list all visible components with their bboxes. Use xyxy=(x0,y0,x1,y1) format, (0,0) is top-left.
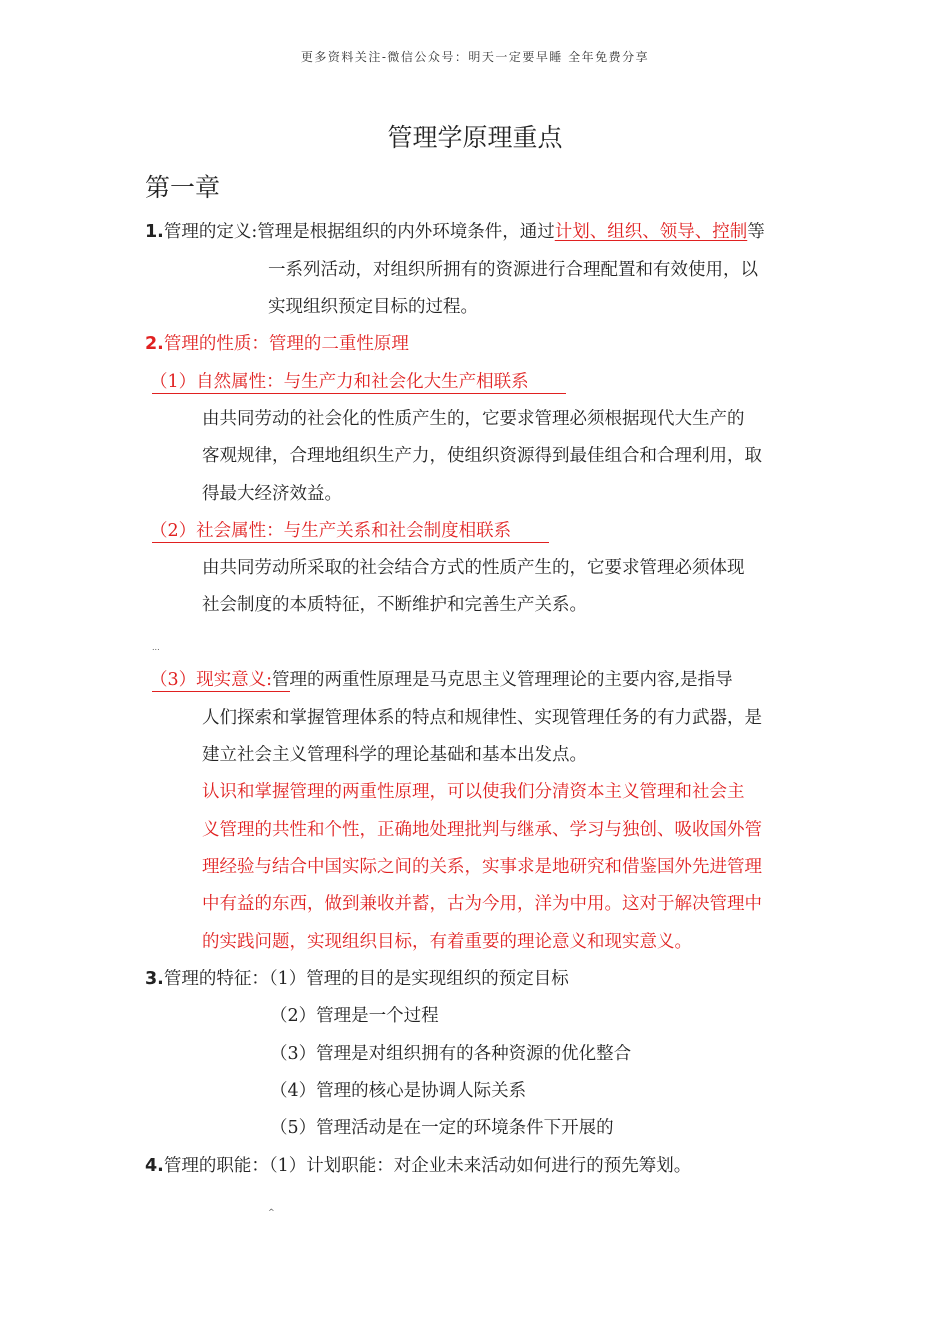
definition-functions-highlight: 计划、组织、领导、控制 xyxy=(554,222,748,242)
definition-label: 管理的定义: xyxy=(163,222,258,242)
social-attribute-heading: （2）社会属性：与生产关系和社会制度相联系 xyxy=(150,521,512,541)
functions-line-1 xyxy=(145,1154,691,1178)
meaning-red-line-3: 理经验与结合中国实际之间的关系，实事求是地研究和借鉴国外先进管理 xyxy=(202,857,762,877)
features-line-1 xyxy=(145,967,569,991)
meaning-heading-underline xyxy=(152,691,290,692)
natural-heading-underline xyxy=(152,393,566,394)
function-item: （1）计划职能：对企业未来活动如何进行的预先筹划。 xyxy=(268,1156,692,1176)
section-number: 3. xyxy=(145,969,164,989)
feature-item: （3）管理是对组织拥有的各种资源的优化整合 xyxy=(270,1044,632,1064)
feature-item: （2）管理是一个过程 xyxy=(270,1006,439,1026)
social-line-1: 由共同劳动所采取的社会结合方式的性质产生的，它要求管理必须体现 xyxy=(202,558,745,578)
meaning-red-line-1: 认识和掌握管理的两重性原理，可以使我们分清资本主义管理和社会主 xyxy=(202,782,745,802)
meaning-line-2: 人们探索和掌握管理体系的特点和规律性、实现管理任务的有力武器，是 xyxy=(202,708,762,728)
definition-text: 管理是根据组织的内外环境条件，通过 xyxy=(257,222,555,242)
meaning-red-line-2: 义管理的共性和个性，正确地处理批判与继承、学习与独创、吸收国外管 xyxy=(202,820,762,840)
feature-item: （5）管理活动是在一定的环境条件下开展的 xyxy=(270,1118,614,1138)
meaning-first-text: 管理的两重性原理是马克思主义管理理论的主要内容,是指导 xyxy=(272,670,733,690)
nature-heading-text: 管理的性质：管理的二重性原理 xyxy=(163,334,409,354)
chapter-heading: 第一章 xyxy=(145,173,221,202)
feature-item: （1）管理的目的是实现组织的预定目标 xyxy=(268,969,569,989)
functions-label: 管理的职能： xyxy=(163,1156,269,1176)
features-label: 管理的特征： xyxy=(163,969,269,989)
definition-line-2: 一系列活动，对组织所拥有的资源进行合理配置和有效使用，以 xyxy=(268,260,758,280)
natural-line-3: 得最大经济效益。 xyxy=(202,484,342,504)
nature-heading xyxy=(145,332,409,356)
social-heading-underline xyxy=(152,542,549,543)
natural-attribute-heading: （1）自然属性：与生产力和社会化大生产相联系 xyxy=(150,372,529,392)
meaning-heading: （3）现实意义: xyxy=(150,670,273,690)
section-number: 2. xyxy=(145,334,164,354)
social-line-2: 社会制度的本质特征，不断维护和完善生产关系。 xyxy=(202,595,587,615)
definition-text-end: 等 xyxy=(747,222,765,242)
document-title: 管理学原理重点 xyxy=(387,123,563,152)
definition-line-1 xyxy=(145,220,765,244)
natural-line-1: 由共同劳动的社会化的性质产生的，它要求管理必须根据现代大生产的 xyxy=(202,409,745,429)
definition-line-3: 实现组织预定目标的过程。 xyxy=(268,297,478,317)
natural-line-2: 客观规律，合理地组织生产力，使组织资源得到最佳组合和合理利用，取 xyxy=(202,446,762,466)
meaning-line-1 xyxy=(150,668,733,692)
section-number: 4. xyxy=(145,1156,164,1176)
page-header: 更多资料关注-微信公众号：明天一定要早睡 全年免费分享 xyxy=(300,50,650,64)
section-number: 1. xyxy=(145,222,164,242)
feature-item: （4）管理的核心是协调人际关系 xyxy=(270,1081,527,1101)
meaning-red-line-4: 中有益的东西，做到兼收并蓄，古为今用，洋为中用。这对于解决管理中 xyxy=(202,894,762,914)
meaning-red-line-5: 的实践问题，实现组织目标，有着重要的理论意义和现实意义。 xyxy=(202,932,692,952)
meaning-line-3: 建立社会主义管理科学的理论基础和基本出发点。 xyxy=(202,745,587,765)
small-mark: ... xyxy=(152,643,160,652)
bottom-mark: ^ xyxy=(268,1208,275,1217)
